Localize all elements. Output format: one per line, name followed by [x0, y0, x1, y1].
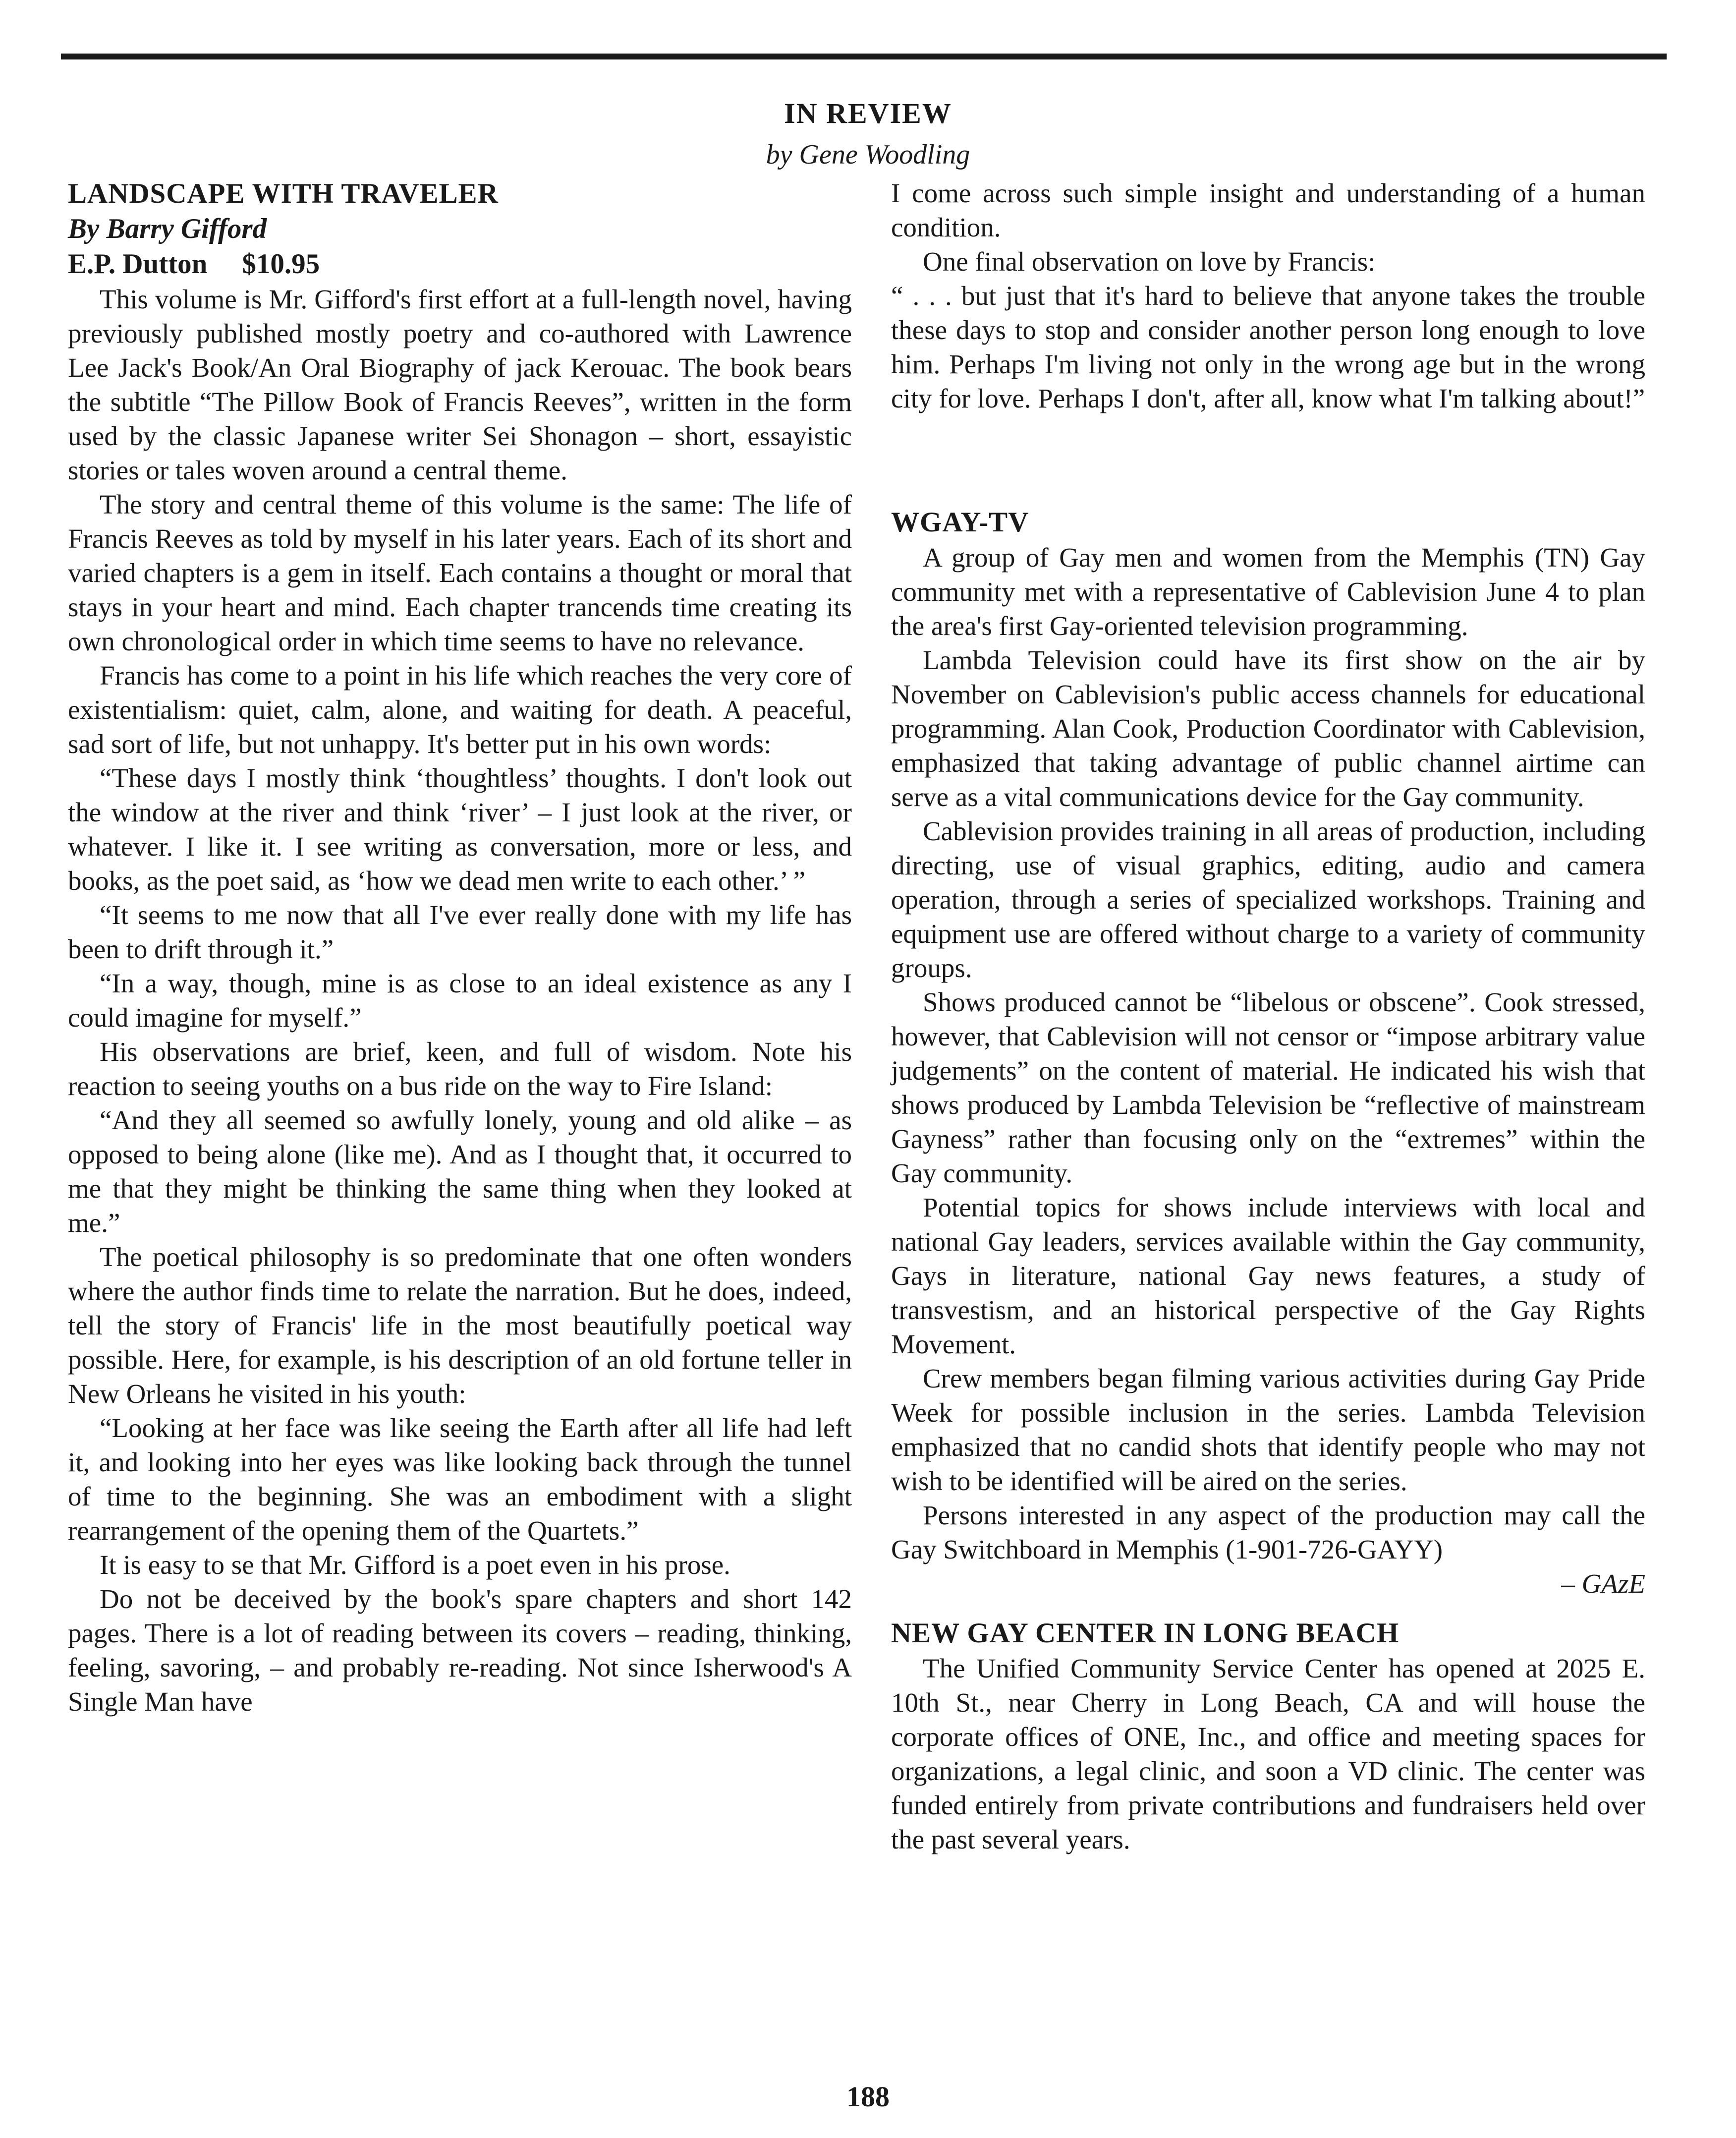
- paragraph: Crew members began filming various activities during Gay Pride Week for possible inclusion in the series. Lambda Television emphasized that no candid shots that identify people who may not wish to be identified will be aired on the series.: [891, 1363, 1645, 1496]
- section-title: IN REVIEW: [784, 97, 952, 129]
- paragraph: A group of Gay men and women from the Memphis (TN) Gay community met with a representative of Cablevision June 4 to plan the area's first Gay-oriented television programming.: [891, 542, 1645, 641]
- left-column: [68, 176, 852, 1719]
- paragraph: Lambda Television could have its first show on the air by November on Cablevision's public access channels for educational programming. Alan Cook, Production Coordinator with Cablevision, emphasized that taking advantage of public channel airtime can serve as a vital communications device for the Gay community.: [891, 645, 1645, 812]
- paragraph: The Unified Community Service Center has opened at 2025 E. 10th St., near Cherry in Long Beach, CA and will house the corporate offices of ONE, Inc., and office and meeting spaces for organizations, a legal clinic, and soon a VD clinic. The center was funded entirely from private contributions and fundraisers held over the past several years.: [891, 1653, 1645, 1854]
- quote-paragraph: “These days I mostly think ‘thoughtless’ thoughts. I don't look out the window at the river and think ‘river’ – I just look at the river, or whatever. I like it. I see writing as conversation, more or less, and books, as the poet said, as ‘how we dead men write to each other.’ ”: [68, 763, 852, 896]
- paragraph: This volume is Mr. Gifford's first effort at a full-length novel, having previously published mostly poetry and co-authored with Lawrence Lee Jack's Book/An Oral Biography of jack Kerouac. The book bears the subtitle “The Pillow Book of Francis Reeves”, written in the form used by the classic Japanese writer Sei Shonagon – short, essayistic stories or tales woven around a central theme.: [68, 284, 852, 485]
- page-number: 188: [846, 2080, 890, 2113]
- wgay-title: WGAY-TV: [891, 507, 1029, 538]
- center-title: NEW GAY CENTER IN LONG BEACH: [891, 1618, 1400, 1649]
- review-publisher-line: [68, 246, 852, 282]
- paragraph: Potential topics for shows include interviews with local and national Gay leaders, services available within the Gay community, Gays in literature, national Gay news features, a study of transvestism, and an historical perspective of the Gay Rights Movement.: [891, 1192, 1645, 1359]
- quote-paragraph: “In a way, though, mine is as close to an ideal existence as any I could imagine for myself.”: [68, 968, 852, 1033]
- paragraph: Francis has come to a point in his life which reaches the very core of existentialism: quiet, calm, alone, and waiting for death. A peaceful, sad sort of life, but not unhappy. It's better put in his own words:: [68, 660, 852, 759]
- signature: – GAzE: [1561, 1568, 1645, 1599]
- paragraph: His observations are brief, keen, and full of wisdom. Note his reaction to seeing youths on a bus ride on the way to Fire Island:: [68, 1037, 852, 1101]
- review-author: By Barry Gifford: [68, 213, 267, 244]
- quote-paragraph: “Looking at her face was like seeing the Earth after all life had left it, and looking into her eyes was like looking back through the tunnel of time to the beginning. She was an embodiment with a slight rearrangement of the opening them of the Quartets.”: [68, 1413, 852, 1546]
- quote-paragraph: “ . . . but just that it's hard to believe that anyone takes the trouble these days to stop and consider another person long enough to love him. Perhaps I'm living not only in the wrong age but in the wrong city for love. Perhaps I don't, after all, know what I'm talking about!”: [891, 281, 1645, 413]
- quote-paragraph: “It seems to me now that all I've ever really done with my life has been to drift through it.”: [68, 900, 852, 964]
- paragraph: The poetical philosophy is so predominate that one often wonders where the author finds time to relate the narration. But he does, indeed, tell the story of Francis' life in the most beautifully poetical way possible. Here, for example, is his description of an old fortune teller in New Orleans he visited in his youth:: [68, 1242, 852, 1409]
- byline: by Gene Woodling: [766, 139, 970, 170]
- paragraph: Cablevision provides training in all areas of production, including directing, use of visual graphics, editing, audio and camera operation, through a series of specialized workshops. Training and equipment use are offered without charge to a variety of community groups.: [891, 816, 1645, 983]
- review-title: LANDSCAPE WITH TRAVELER: [68, 178, 499, 209]
- paragraph: Persons interested in any aspect of the production may call the Gay Switchboard in Memphis (1-901-726-GAYY): [891, 1500, 1645, 1564]
- paragraph: Do not be deceived by the book's spare chapters and short 142 pages. There is a lot of reading between its covers – reading, thinking, feeling, savoring, – and probably re-reading. Not since Isherwood's A Single Man have: [68, 1584, 852, 1717]
- paragraph: Shows produced cannot be “libelous or obscene”. Cook stressed, however, that Cablevision will not censor or “impose arbitrary value judgements” on the content of material. He indicated his wish that shows produced by Lambda Television be “reflective of mainstream Gayness” rather than focusing only on the “extremes” within the Gay community.: [891, 987, 1645, 1188]
- paragraph: It is easy to se that Mr. Gifford is a poet even in his prose.: [100, 1550, 730, 1580]
- right-column: [891, 176, 1645, 1856]
- paragraph: I come across such simple insight and understanding of a human condition.: [891, 178, 1645, 242]
- top-rule: [61, 54, 1667, 59]
- paragraph: One final observation on love by Francis:: [923, 246, 1376, 277]
- publisher: E.P. Dutton: [68, 248, 208, 280]
- quote-paragraph: “And they all seemed so awfully lonely, young and old alike – as opposed to being alone (like me). And as I thought that, it occurred to me that they might be thinking the same thing when they looked at me.”: [68, 1105, 852, 1238]
- price: $10.95: [242, 248, 320, 280]
- paragraph: The story and central theme of this volume is the same: The life of Francis Reeves as told by myself in his later years. Each of its short and varied chapters is a gem in itself. Each contains a thought or moral that stays in your heart and mind. Each chapter trancends time creating its own chronological order in which time seems to have no relevance.: [68, 489, 852, 656]
